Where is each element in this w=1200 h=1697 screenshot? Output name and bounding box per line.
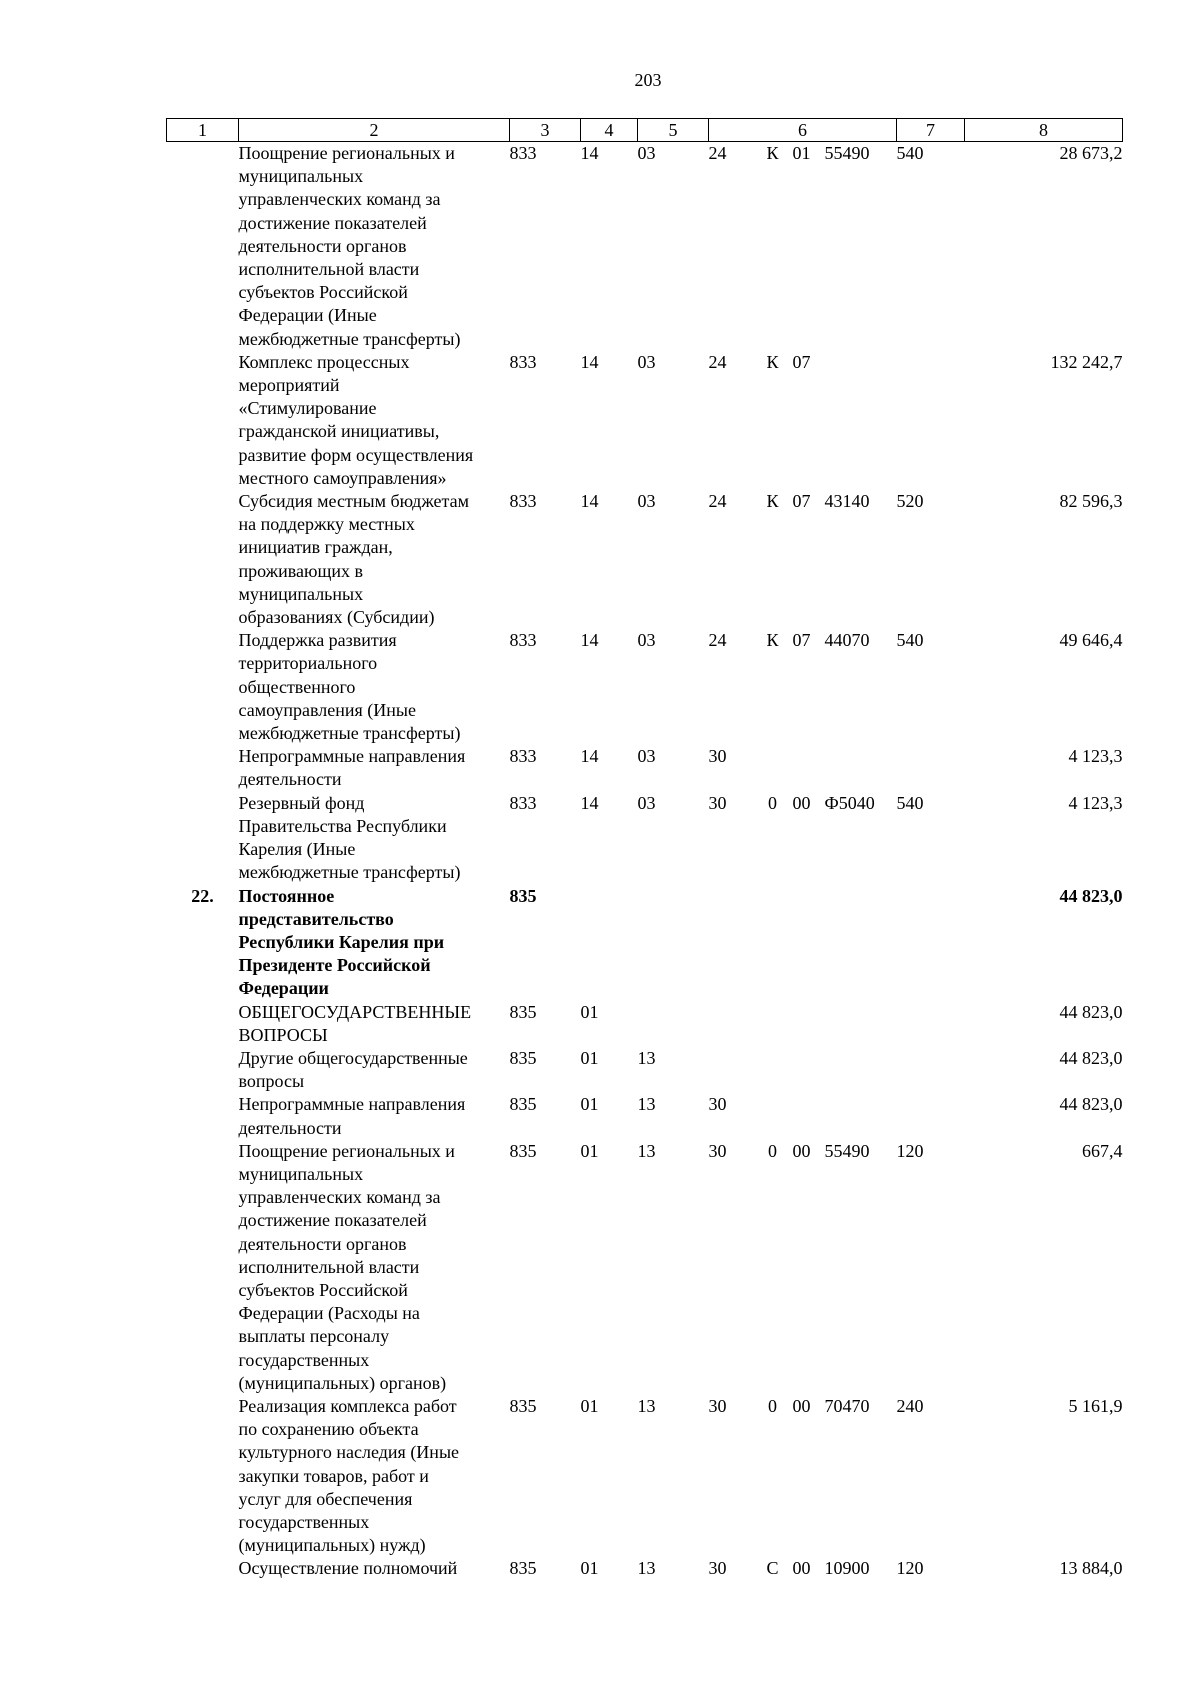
table-row <box>167 1001 1123 1047</box>
code-col-6-group: 00 <box>792 1558 811 1579</box>
row-number <box>167 629 239 745</box>
table-row <box>167 885 1123 1001</box>
code-col-7: 520 <box>896 491 924 512</box>
table-row <box>167 1557 1123 1580</box>
code-col-3: 835 <box>509 1395 537 1416</box>
code-col-6-direction: 55490 <box>824 143 870 163</box>
code-col-6-direction <box>825 745 897 791</box>
code-col-4: 14 <box>580 746 599 767</box>
code-col-6-direction <box>825 1001 897 1047</box>
code-col-3: 833 <box>509 630 537 651</box>
code-col-7 <box>897 1093 965 1139</box>
code-col-6-group: 01 <box>792 143 811 163</box>
code-col-6-type: 0 <box>768 1140 777 1161</box>
code-col-6-type <box>753 745 793 791</box>
code-col-7 <box>897 351 965 490</box>
row-amount: 49 646,4 <box>1059 630 1123 651</box>
row-name: Реализация комплекса работ по сохранению объекта культурного наследия (Иные закупки товаров, работ и услуг для обеспечения государственных (муниципальных) нужд) <box>238 1395 460 1556</box>
code-col-6-direction: 70470 <box>824 1395 870 1416</box>
code-col-6-program: 30 <box>708 1094 727 1115</box>
row-name: Резервный фонд Правительства Республики Карелия (Иные межбюджетные трансферты) <box>238 792 461 883</box>
header-col-3: 3 <box>510 119 581 142</box>
row-number <box>167 1557 239 1580</box>
code-col-6-program: 30 <box>708 792 727 813</box>
table-row <box>167 142 1123 351</box>
row-number <box>167 490 239 629</box>
code-col-6-group: 07 <box>792 630 811 651</box>
code-col-6-type: С <box>766 1558 779 1579</box>
row-amount: 13 884,0 <box>1059 1558 1123 1579</box>
code-col-5: 13 <box>637 1140 656 1161</box>
code-col-6-group: 07 <box>792 351 811 372</box>
code-col-6-program: 30 <box>708 1558 727 1579</box>
row-amount: 44 823,0 <box>1059 885 1123 906</box>
code-col-5: 13 <box>637 1047 656 1068</box>
code-col-6-type: К <box>766 630 779 651</box>
row-name: Непрограммные направления деятельности <box>238 746 466 790</box>
code-col-3: 833 <box>509 143 537 163</box>
table-row <box>167 629 1123 745</box>
row-amount: 132 242,7 <box>1050 351 1123 372</box>
code-col-7: 240 <box>896 1395 924 1416</box>
table-row <box>167 1047 1123 1093</box>
code-col-6-group <box>793 745 825 791</box>
code-col-6-program: 24 <box>708 143 727 163</box>
table-row <box>167 1395 1123 1557</box>
code-col-5: 13 <box>637 1558 656 1579</box>
table-row <box>167 745 1123 791</box>
code-col-4: 14 <box>580 792 599 813</box>
code-col-5: 03 <box>637 143 656 163</box>
code-col-6-program <box>709 885 753 1001</box>
header-col-7: 7 <box>897 119 965 142</box>
row-name: Постоянное представительство Республики Карелия при Президенте Российской Федерации <box>238 885 445 999</box>
row-amount: 44 823,0 <box>1059 1094 1123 1115</box>
row-amount: 5 161,9 <box>1068 1395 1123 1416</box>
code-col-4: 14 <box>580 491 599 512</box>
row-name: Поощрение региональных и муниципальных управленческих команд за достижение показателей деятельности органов исполнительной власти субъектов Российской Федерации (Расходы на выплаты персоналу государственных (муниципальных) органов) <box>238 1140 455 1393</box>
code-col-6-type: К <box>766 351 779 372</box>
row-name: ОБЩЕГОСУДАРСТВЕННЫЕ ВОПРОСЫ <box>238 1001 472 1045</box>
code-col-6-group <box>793 1093 825 1139</box>
row-name: Комплекс процессных мероприятий «Стимулирование гражданской инициативы, развитие форм осуществления местного самоуправления» <box>238 351 474 488</box>
code-col-6-direction <box>825 351 897 490</box>
code-col-4: 14 <box>580 143 599 163</box>
code-col-6-direction <box>825 1093 897 1139</box>
code-col-3: 833 <box>509 746 537 767</box>
header-col-4: 4 <box>581 119 638 142</box>
row-number <box>167 792 239 885</box>
code-col-6-group <box>793 885 825 1001</box>
code-col-6-group: 00 <box>792 792 811 813</box>
code-col-5: 03 <box>637 792 656 813</box>
row-name: Другие общегосударственные вопросы <box>238 1047 468 1092</box>
table-header-row <box>167 119 1123 142</box>
code-col-4: 14 <box>580 351 599 372</box>
row-name: Поощрение региональных и муниципальных управленческих команд за достижение показателей деятельности органов исполнительной власти субъектов Российской Федерации (Иные межбюджетные трансферты) <box>238 143 461 349</box>
row-name: Непрограммные направления деятельности <box>238 1094 466 1138</box>
code-col-3: 833 <box>509 351 537 372</box>
code-col-5: 03 <box>637 746 656 767</box>
row-number <box>167 351 239 490</box>
code-col-5: 13 <box>637 1094 656 1115</box>
table-row <box>167 1140 1123 1395</box>
code-col-5 <box>638 885 709 1001</box>
code-col-6-type: 0 <box>768 792 777 813</box>
header-col-1: 1 <box>167 119 239 142</box>
code-col-4 <box>581 885 638 1001</box>
table-body <box>167 142 1123 1581</box>
code-col-6-program: 30 <box>708 746 727 767</box>
code-col-6-type: К <box>766 491 779 512</box>
row-amount: 4 123,3 <box>1068 792 1123 813</box>
code-col-6-program: 24 <box>708 491 727 512</box>
code-col-6-type <box>753 1093 793 1139</box>
code-col-3: 835 <box>509 1047 537 1068</box>
code-col-6-direction <box>825 1047 897 1093</box>
code-col-7 <box>897 745 965 791</box>
code-col-4: 01 <box>580 1094 599 1115</box>
code-col-7 <box>897 885 965 1001</box>
row-amount: 44 823,0 <box>1059 1001 1123 1022</box>
code-col-3: 835 <box>509 1094 537 1115</box>
code-col-7: 120 <box>896 1140 924 1161</box>
code-col-4: 01 <box>580 1395 599 1416</box>
code-col-3: 835 <box>509 1558 537 1579</box>
code-col-4: 01 <box>580 1558 599 1579</box>
code-col-3: 835 <box>509 885 537 906</box>
code-col-6-program: 24 <box>708 351 727 372</box>
code-col-7 <box>897 1001 965 1047</box>
row-number <box>167 142 239 351</box>
code-col-5 <box>638 1001 709 1047</box>
table-row <box>167 490 1123 629</box>
code-col-6-direction <box>825 885 897 1001</box>
row-number: 22. <box>191 885 214 906</box>
header-col-6: 6 <box>709 119 897 142</box>
code-col-6-direction: 43140 <box>824 491 870 512</box>
row-number <box>167 1047 239 1093</box>
code-col-6-direction: Ф5040 <box>824 792 875 813</box>
code-col-6-program <box>709 1001 753 1047</box>
code-col-5: 03 <box>637 630 656 651</box>
row-amount: 4 123,3 <box>1068 746 1123 767</box>
header-col-5: 5 <box>638 119 709 142</box>
table-row <box>167 1093 1123 1139</box>
code-col-6-program: 30 <box>708 1140 727 1161</box>
code-col-5: 13 <box>637 1395 656 1416</box>
code-col-7: 540 <box>896 630 924 651</box>
code-col-5: 03 <box>637 491 656 512</box>
row-amount: 82 596,3 <box>1059 491 1123 512</box>
code-col-4: 01 <box>580 1140 599 1161</box>
code-col-7: 120 <box>896 1558 924 1579</box>
row-number <box>167 1140 239 1395</box>
code-col-3: 835 <box>509 1140 537 1161</box>
row-name: Субсидия местным бюджетам на поддержку местных инициатив граждан, проживающих в муниципальных образованиях (Субсидии) <box>238 491 469 628</box>
code-col-6-type <box>753 885 793 1001</box>
code-col-4: 01 <box>580 1047 599 1068</box>
code-col-6-group: 07 <box>792 491 811 512</box>
code-col-6-direction: 55490 <box>824 1140 870 1161</box>
code-col-6-type: 0 <box>768 1395 777 1416</box>
row-amount: 44 823,0 <box>1059 1047 1123 1068</box>
row-number <box>167 1001 239 1047</box>
code-col-6-direction: 10900 <box>824 1558 870 1579</box>
code-col-6-direction: 44070 <box>824 630 870 651</box>
budget-table <box>166 118 1123 1581</box>
row-number <box>167 1093 239 1139</box>
page-number: 203 <box>634 70 662 90</box>
code-col-3: 833 <box>509 491 537 512</box>
code-col-6-group: 00 <box>792 1140 811 1161</box>
code-col-6-group: 00 <box>792 1395 811 1416</box>
code-col-6-type <box>753 1001 793 1047</box>
code-col-3: 833 <box>509 792 537 813</box>
code-col-3: 835 <box>509 1001 537 1022</box>
code-col-5: 03 <box>637 351 656 372</box>
code-col-7: 540 <box>896 792 924 813</box>
code-col-6-program <box>709 1047 753 1093</box>
row-number <box>167 1395 239 1557</box>
code-col-6-program: 30 <box>708 1395 727 1416</box>
table-row <box>167 792 1123 885</box>
code-col-6-program: 24 <box>708 630 727 651</box>
row-name: Поддержка развития территориального общественного самоуправления (Иные межбюджетные трансферты) <box>238 630 461 744</box>
code-col-6-group <box>793 1001 825 1047</box>
code-col-7: 540 <box>896 143 924 163</box>
row-number <box>167 745 239 791</box>
code-col-4: 14 <box>580 630 599 651</box>
table-row <box>167 351 1123 490</box>
code-col-6-type <box>753 1047 793 1093</box>
row-name: Осуществление полномочий <box>238 1558 458 1579</box>
code-col-6-group <box>793 1047 825 1093</box>
header-col-8: 8 <box>965 119 1123 142</box>
code-col-4: 01 <box>580 1001 599 1022</box>
row-amount: 28 673,2 <box>1059 143 1123 163</box>
row-amount: 667,4 <box>1082 1140 1123 1161</box>
code-col-6-type: К <box>766 143 779 163</box>
header-col-2: 2 <box>239 119 510 142</box>
code-col-7 <box>897 1047 965 1093</box>
